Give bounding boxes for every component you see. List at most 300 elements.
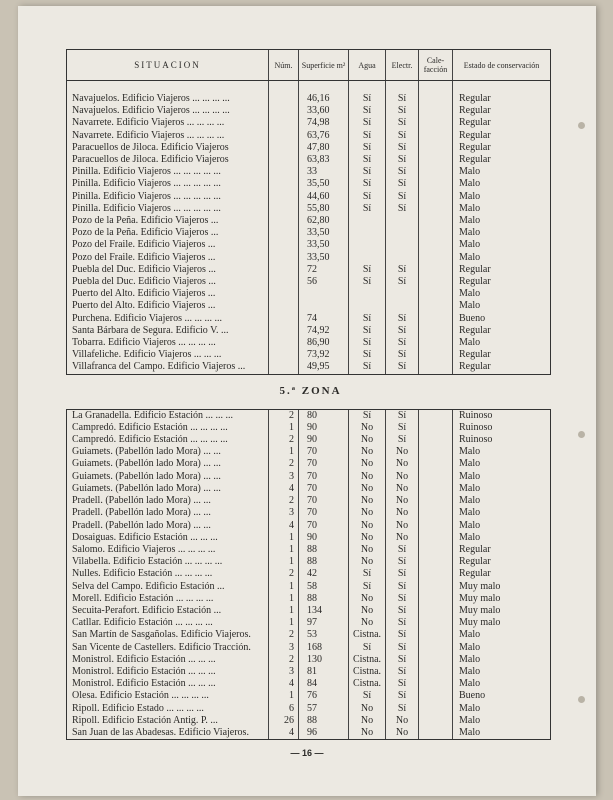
table-row <box>67 617 551 629</box>
cell-estado: Malo <box>453 178 551 190</box>
cell-estado: Malo <box>453 483 551 495</box>
cell-superficie: 74,98 <box>299 117 349 129</box>
cell-num: 1 <box>269 617 299 629</box>
cell-calefaccion <box>419 227 453 239</box>
cell-situacion: Guiamets. (Pabellón lado Mora) ... ... <box>67 483 269 495</box>
cell-agua: Cistna. <box>349 666 386 678</box>
binding-hole <box>578 122 585 129</box>
cell-electr: Sí <box>386 678 419 690</box>
cell-num: 4 <box>269 678 299 690</box>
cell-estado: Malo <box>453 654 551 666</box>
cell-electr: No <box>386 495 419 507</box>
cell-situacion: La Granadella. Edificio Estación ... ... ... <box>67 409 269 422</box>
cell-superficie: 70 <box>299 446 349 458</box>
cell-agua: Sí <box>349 690 386 702</box>
table-row <box>67 446 551 458</box>
cell-agua: Sí <box>349 93 386 105</box>
cell-superficie: 130 <box>299 654 349 666</box>
cell-situacion: San Martín de Sasgañolas. Edificio Viajeros. <box>67 629 269 641</box>
cell-electr: Sí <box>386 166 419 178</box>
cell-estado: Regular <box>453 264 551 276</box>
cell-electr: Sí <box>386 154 419 166</box>
cell-electr: Sí <box>386 337 419 349</box>
cell-estado: Malo <box>453 252 551 264</box>
cell-calefaccion <box>419 239 453 251</box>
cell-electr: Sí <box>386 690 419 702</box>
cell-calefaccion <box>419 203 453 215</box>
cell-calefaccion <box>419 483 453 495</box>
cell-num: 3 <box>269 507 299 519</box>
table-row <box>67 715 551 727</box>
cell-agua: No <box>349 507 386 519</box>
cell-situacion: Monistrol. Edificio Estación ... ... ... <box>67 666 269 678</box>
cell-num <box>269 178 299 190</box>
cell-situacion: Monistrol. Edificio Estación ... ... ... <box>67 654 269 666</box>
cell-electr: Sí <box>386 264 419 276</box>
cell-electr: Sí <box>386 349 419 361</box>
cell-superficie: 90 <box>299 532 349 544</box>
cell-agua: Sí <box>349 313 386 325</box>
table-row <box>67 264 551 276</box>
cell-superficie: 47,80 <box>299 142 349 154</box>
cell-situacion: Navarrete. Edificio Viajeros ... ... ... ... <box>67 117 269 129</box>
cell-num <box>269 227 299 239</box>
cell-estado: Malo <box>453 458 551 470</box>
cell-calefaccion <box>419 93 453 105</box>
cell-num: 4 <box>269 520 299 532</box>
cell-agua: No <box>349 727 386 740</box>
cell-situacion: San Vicente de Castellers. Edificio Tracción. <box>67 642 269 654</box>
cell-agua: No <box>349 422 386 434</box>
cell-num <box>269 203 299 215</box>
cell-estado: Muy malo <box>453 617 551 629</box>
cell-estado: Malo <box>453 715 551 727</box>
header-situacion: SITUACION <box>67 50 269 81</box>
cell-superficie: 90 <box>299 422 349 434</box>
cell-calefaccion <box>419 154 453 166</box>
table-row <box>67 191 551 203</box>
table-row <box>67 678 551 690</box>
page-number: — 16 — <box>290 748 324 758</box>
cell-agua: No <box>349 520 386 532</box>
cell-agua <box>349 288 386 300</box>
cell-num: 1 <box>269 593 299 605</box>
cell-estado: Regular <box>453 105 551 117</box>
cell-calefaccion <box>419 434 453 446</box>
cell-situacion: Monistrol. Edificio Estación ... ... ... <box>67 678 269 690</box>
cell-agua: Sí <box>349 154 386 166</box>
cell-electr <box>386 215 419 227</box>
cell-situacion: Dosaiguas. Edificio Estación ... ... ... <box>67 532 269 544</box>
cell-electr: Sí <box>386 654 419 666</box>
cell-electr: Sí <box>386 666 419 678</box>
cell-num <box>269 300 299 312</box>
cell-situacion: Puerto del Alto. Edificio Viajeros ... <box>67 288 269 300</box>
cell-calefaccion <box>419 581 453 593</box>
cell-situacion: Navajuelos. Edificio Viajeros ... ... ... ... <box>67 105 269 117</box>
cell-estado: Bueno <box>453 690 551 702</box>
cell-agua: Sí <box>349 264 386 276</box>
cell-agua: Sí <box>349 568 386 580</box>
binding-hole <box>578 431 585 438</box>
cell-superficie: 96 <box>299 727 349 740</box>
cell-num: 2 <box>269 629 299 641</box>
cell-calefaccion <box>419 593 453 605</box>
cell-agua <box>349 227 386 239</box>
cell-estado: Regular <box>453 568 551 580</box>
cell-calefaccion <box>419 568 453 580</box>
cell-electr: Sí <box>386 313 419 325</box>
table-row <box>67 666 551 678</box>
cell-estado: Malo <box>453 203 551 215</box>
zone5-rows <box>67 409 551 739</box>
cell-agua: Sí <box>349 191 386 203</box>
cell-electr <box>386 252 419 264</box>
cell-situacion: Pinilla. Edificio Viajeros ... ... ... ... ... <box>67 166 269 178</box>
cell-calefaccion <box>419 605 453 617</box>
cell-calefaccion <box>419 325 453 337</box>
cell-superficie: 42 <box>299 568 349 580</box>
cell-electr: Sí <box>386 568 419 580</box>
cell-num <box>269 130 299 142</box>
cell-superficie: 70 <box>299 495 349 507</box>
cell-situacion: Paracuellos de Jiloca. Edificio Viajeros <box>67 154 269 166</box>
cell-superficie: 90 <box>299 434 349 446</box>
cell-estado: Malo <box>453 629 551 641</box>
table-row <box>67 313 551 325</box>
cell-agua <box>349 215 386 227</box>
cell-estado: Regular <box>453 276 551 288</box>
cell-calefaccion <box>419 617 453 629</box>
cell-electr: Sí <box>386 422 419 434</box>
cell-calefaccion <box>419 166 453 178</box>
cell-superficie: 74,92 <box>299 325 349 337</box>
table-row <box>67 288 551 300</box>
cell-calefaccion <box>419 507 453 519</box>
cell-calefaccion <box>419 191 453 203</box>
cell-num <box>269 154 299 166</box>
cell-agua: Sí <box>349 203 386 215</box>
cell-electr: Sí <box>386 105 419 117</box>
cell-num: 1 <box>269 532 299 544</box>
cell-calefaccion <box>419 252 453 264</box>
table-row <box>67 642 551 654</box>
cell-estado: Malo <box>453 337 551 349</box>
cell-agua: Sí <box>349 130 386 142</box>
cell-electr: No <box>386 507 419 519</box>
cell-situacion: Campredó. Edificio Estación ... ... ... ... <box>67 422 269 434</box>
cell-calefaccion <box>419 422 453 434</box>
cell-situacion: Catllar. Edificio Estación ... ... ... ... <box>67 617 269 629</box>
cell-calefaccion <box>419 215 453 227</box>
cell-superficie: 76 <box>299 690 349 702</box>
cell-situacion: Secuita-Perafort. Edificio Estación ... <box>67 605 269 617</box>
cell-electr: Sí <box>386 703 419 715</box>
cell-num: 26 <box>269 715 299 727</box>
cell-situacion: Villafranca del Campo. Edificio Viajeros ... <box>67 361 269 374</box>
cell-num <box>269 264 299 276</box>
cell-num <box>269 276 299 288</box>
cell-electr: Sí <box>386 203 419 215</box>
cell-num <box>269 105 299 117</box>
table-row <box>67 654 551 666</box>
cell-superficie: 55,80 <box>299 203 349 215</box>
zone4-rows <box>67 81 551 375</box>
cell-num: 4 <box>269 483 299 495</box>
cell-num: 2 <box>269 409 299 422</box>
cell-agua: Sí <box>349 276 386 288</box>
cell-agua: No <box>349 605 386 617</box>
cell-estado: Muy malo <box>453 605 551 617</box>
cell-electr: Sí <box>386 93 419 105</box>
cell-num: 2 <box>269 434 299 446</box>
cell-superficie: 88 <box>299 593 349 605</box>
cell-estado: Malo <box>453 666 551 678</box>
cell-situacion: Puebla del Duc. Edificio Viajeros ... <box>67 264 269 276</box>
cell-num: 3 <box>269 471 299 483</box>
cell-situacion: Ripoll. Edificio Estado ... ... ... ... <box>67 703 269 715</box>
cell-calefaccion <box>419 105 453 117</box>
cell-electr: Sí <box>386 556 419 568</box>
table-row <box>67 483 551 495</box>
cell-calefaccion <box>419 349 453 361</box>
table-row <box>67 690 551 702</box>
cell-calefaccion <box>419 715 453 727</box>
cell-situacion: Ripoll. Edificio Estación Antig. P. ... <box>67 715 269 727</box>
cell-estado: Muy malo <box>453 581 551 593</box>
cell-calefaccion <box>419 313 453 325</box>
cell-num: 1 <box>269 605 299 617</box>
cell-agua: No <box>349 593 386 605</box>
cell-num: 2 <box>269 654 299 666</box>
table-row <box>67 703 551 715</box>
cell-calefaccion <box>419 495 453 507</box>
cell-agua: Sí <box>349 325 386 337</box>
cell-situacion: Puerto del Alto. Edificio Viajeros ... <box>67 300 269 312</box>
cell-estado: Regular <box>453 349 551 361</box>
table-row <box>67 166 551 178</box>
cell-superficie: 35,50 <box>299 178 349 190</box>
cell-calefaccion <box>419 178 453 190</box>
table-row <box>67 178 551 190</box>
cell-num <box>269 215 299 227</box>
cell-estado: Malo <box>453 703 551 715</box>
cell-agua: Cistna. <box>349 654 386 666</box>
table-row <box>67 727 551 740</box>
cell-agua: Sí <box>349 409 386 422</box>
cell-situacion: Navarrete. Edificio Viajeros ... ... ... ... <box>67 130 269 142</box>
cell-calefaccion <box>419 666 453 678</box>
cell-situacion: Villafeliche. Edificio Viajeros ... ... ... <box>67 349 269 361</box>
cell-superficie: 74 <box>299 313 349 325</box>
cell-superficie: 86,90 <box>299 337 349 349</box>
cell-situacion: Olesa. Edificio Estación ... ... ... ... <box>67 690 269 702</box>
cell-superficie: 88 <box>299 544 349 556</box>
cell-agua: Cistna. <box>349 678 386 690</box>
cell-estado: Malo <box>453 191 551 203</box>
cell-estado: Malo <box>453 642 551 654</box>
cell-agua: No <box>349 532 386 544</box>
cell-estado: Malo <box>453 239 551 251</box>
cell-electr: Sí <box>386 605 419 617</box>
header-calefaccion: Cale-facción <box>419 50 453 81</box>
cell-num: 3 <box>269 642 299 654</box>
cell-electr: Sí <box>386 117 419 129</box>
cell-agua: Sí <box>349 337 386 349</box>
cell-num: 2 <box>269 568 299 580</box>
cell-superficie: 53 <box>299 629 349 641</box>
cell-superficie: 33 <box>299 166 349 178</box>
cell-situacion: Pradell. (Pabellón lado Mora) ... ... <box>67 495 269 507</box>
cell-num <box>269 239 299 251</box>
cell-estado: Regular <box>453 117 551 129</box>
cell-situacion: Pinilla. Edificio Viajeros ... ... ... ... ... <box>67 178 269 190</box>
cell-agua: Sí <box>349 105 386 117</box>
header-superficie: Superficie m² <box>299 50 349 81</box>
cell-superficie: 33,60 <box>299 105 349 117</box>
header-electr: Electr. <box>386 50 419 81</box>
table-row <box>67 495 551 507</box>
cell-agua: No <box>349 703 386 715</box>
cell-electr <box>386 288 419 300</box>
cell-agua <box>349 239 386 251</box>
cell-agua: No <box>349 471 386 483</box>
cell-calefaccion <box>419 678 453 690</box>
cell-agua: No <box>349 617 386 629</box>
cell-situacion: Pozo del Fraile. Edificio Viajeros ... <box>67 239 269 251</box>
cell-agua: Sí <box>349 142 386 154</box>
cell-num: 1 <box>269 690 299 702</box>
cell-situacion: Pozo de la Peña. Edificio Viajeros ... <box>67 227 269 239</box>
cell-electr: Sí <box>386 191 419 203</box>
binding-hole <box>578 696 585 703</box>
cell-agua: No <box>349 446 386 458</box>
cell-superficie: 70 <box>299 507 349 519</box>
cell-situacion: Purchena. Edificio Viajeros ... ... ... ... <box>67 313 269 325</box>
cell-superficie: 44,60 <box>299 191 349 203</box>
cell-electr: Sí <box>386 142 419 154</box>
cell-superficie: 70 <box>299 483 349 495</box>
cell-num <box>269 325 299 337</box>
cell-estado: Bueno <box>453 313 551 325</box>
table-row <box>67 568 551 580</box>
cell-superficie: 49,95 <box>299 361 349 374</box>
cell-situacion: Salomo. Edificio Viajeros ... ... ... ... <box>67 544 269 556</box>
cell-calefaccion <box>419 520 453 532</box>
cell-calefaccion <box>419 532 453 544</box>
cell-superficie: 33,50 <box>299 252 349 264</box>
cell-agua: Cistna. <box>349 629 386 641</box>
cell-estado: Malo <box>453 446 551 458</box>
cell-superficie: 57 <box>299 703 349 715</box>
cell-agua: No <box>349 434 386 446</box>
cell-superficie: 84 <box>299 678 349 690</box>
cell-estado: Ruinoso <box>453 409 551 422</box>
cell-agua: No <box>349 556 386 568</box>
table-row <box>67 458 551 470</box>
cell-estado: Regular <box>453 325 551 337</box>
cell-num: 1 <box>269 544 299 556</box>
header-num: Núm. <box>269 50 299 81</box>
cell-num <box>269 361 299 374</box>
document-page <box>18 6 596 796</box>
cell-estado: Malo <box>453 227 551 239</box>
cell-calefaccion <box>419 471 453 483</box>
cell-calefaccion <box>419 654 453 666</box>
cell-estado: Malo <box>453 495 551 507</box>
cell-agua: No <box>349 458 386 470</box>
cell-electr: No <box>386 520 419 532</box>
cell-num <box>269 313 299 325</box>
cell-estado: Regular <box>453 154 551 166</box>
cell-electr: Sí <box>386 581 419 593</box>
table-row <box>67 93 551 105</box>
cell-num <box>269 349 299 361</box>
cell-superficie <box>299 300 349 312</box>
cell-situacion: Nulles. Edificio Estación ... ... ... ... <box>67 568 269 580</box>
cell-situacion: Guiamets. (Pabellón lado Mora) ... ... <box>67 458 269 470</box>
zone-title: 5.ª ZONA <box>279 385 342 398</box>
table-row <box>67 154 551 166</box>
cell-electr: No <box>386 727 419 740</box>
table-row <box>67 520 551 532</box>
table-row <box>67 532 551 544</box>
cell-calefaccion <box>419 629 453 641</box>
cell-situacion: Guiamets. (Pabellón lado Mora) ... ... <box>67 446 269 458</box>
table-row <box>67 629 551 641</box>
cell-electr: Sí <box>386 361 419 374</box>
cell-electr: Sí <box>386 276 419 288</box>
cell-electr <box>386 227 419 239</box>
cell-calefaccion <box>419 130 453 142</box>
table-row <box>67 337 551 349</box>
cell-num: 4 <box>269 727 299 740</box>
cell-num: 3 <box>269 666 299 678</box>
cell-electr: Sí <box>386 178 419 190</box>
cell-electr: No <box>386 483 419 495</box>
cell-superficie: 46,16 <box>299 93 349 105</box>
cell-agua: Sí <box>349 642 386 654</box>
cell-situacion: Pozo de la Peña. Edificio Viajeros ... <box>67 215 269 227</box>
table-header-row <box>67 50 551 81</box>
cell-superficie: 70 <box>299 471 349 483</box>
cell-electr: No <box>386 446 419 458</box>
cell-situacion: San Juan de las Abadesas. Edificio Viajeros. <box>67 727 269 740</box>
cell-estado: Malo <box>453 727 551 740</box>
cell-situacion: Campredó. Edificio Estación ... ... ... ... <box>67 434 269 446</box>
table-row <box>67 142 551 154</box>
cell-situacion: Navajuelos. Edificio Viajeros ... ... ... ... <box>67 93 269 105</box>
cell-electr: Sí <box>386 544 419 556</box>
cell-agua: No <box>349 544 386 556</box>
table-row <box>67 471 551 483</box>
cell-calefaccion <box>419 544 453 556</box>
cell-superficie: 72 <box>299 264 349 276</box>
cell-estado: Malo <box>453 678 551 690</box>
cell-superficie: 70 <box>299 520 349 532</box>
cell-electr: Sí <box>386 642 419 654</box>
cell-num: 1 <box>269 446 299 458</box>
cell-situacion: Pradell. (Pabellón lado Mora) ... ... <box>67 507 269 519</box>
table-row <box>67 507 551 519</box>
cell-situacion: Pradell. (Pabellón lado Mora) ... ... <box>67 520 269 532</box>
cell-agua: No <box>349 715 386 727</box>
cell-estado: Malo <box>453 520 551 532</box>
cell-estado: Regular <box>453 93 551 105</box>
table-row <box>67 361 551 374</box>
cell-calefaccion <box>419 556 453 568</box>
cell-estado: Regular <box>453 556 551 568</box>
